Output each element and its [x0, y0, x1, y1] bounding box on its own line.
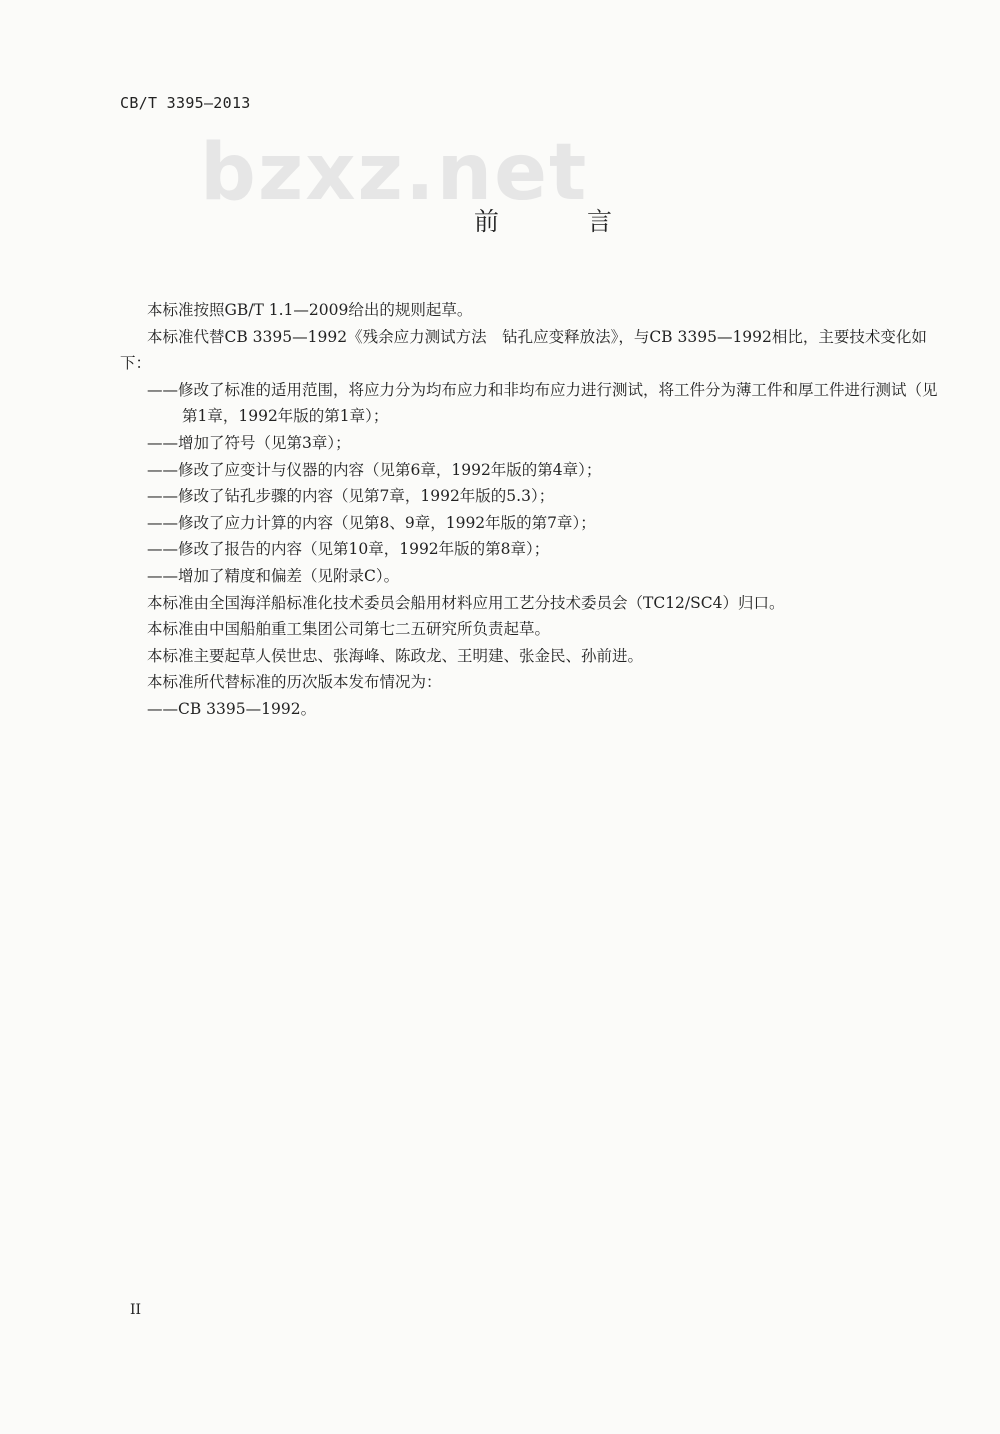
page-title: 前 言 [474, 207, 652, 236]
document-header: CB/T 3395—2013 [120, 94, 251, 112]
paragraph: 本标准所代替标准的历次版本发布情况为： [147, 673, 442, 692]
document-body [120, 297, 950, 723]
paragraph: 本标准代替CB 3395—1992《残余应力测试方法 钻孔应变释放法》，与CB 3395—1992相比，主要技术变化如下： [120, 327, 927, 373]
list-item: ——修改了钻孔步骤的内容（见第7章，1992年版的5.3）； [147, 487, 555, 506]
paragraph: 本标准主要起草人侯世忠、张海峰、陈政龙、王明建、张金民、孙前进。 [147, 646, 644, 665]
list-item: ——增加了符号（见第3章）； [147, 433, 351, 452]
paragraph: ——CB 3395—1992。 [147, 699, 317, 718]
list-item: ——修改了报告的内容（见第10章，1992年版的第8章）； [147, 540, 550, 559]
list-item: ——修改了应变计与仪器的内容（见第6章，1992年版的第4章）； [147, 460, 602, 479]
paragraph: 本标准由全国海洋船标准化技术委员会船用材料应用工艺分技术委员会（TC12/SC4）归口。 [147, 593, 785, 612]
page-number: II [130, 1302, 142, 1318]
list-item: ——增加了精度和偏差（见附录C）。 [147, 566, 400, 585]
list-item: ——修改了应力计算的内容（见第8、9章，1992年版的第7章）； [147, 513, 596, 532]
list-item: ——修改了标准的适用范围，将应力分为均布应力和非均布应力进行测试，将工件分为薄工件和厚工件进行测试（见第1章，1992年版的第1章）； [147, 380, 938, 426]
watermark: bzxz.net [200, 128, 589, 218]
paragraph: 本标准由中国船舶重工集团公司第七二五研究所负责起草。 [147, 620, 551, 639]
paragraph: 本标准按照GB/T 1.1—2009给出的规则起草。 [147, 301, 473, 319]
